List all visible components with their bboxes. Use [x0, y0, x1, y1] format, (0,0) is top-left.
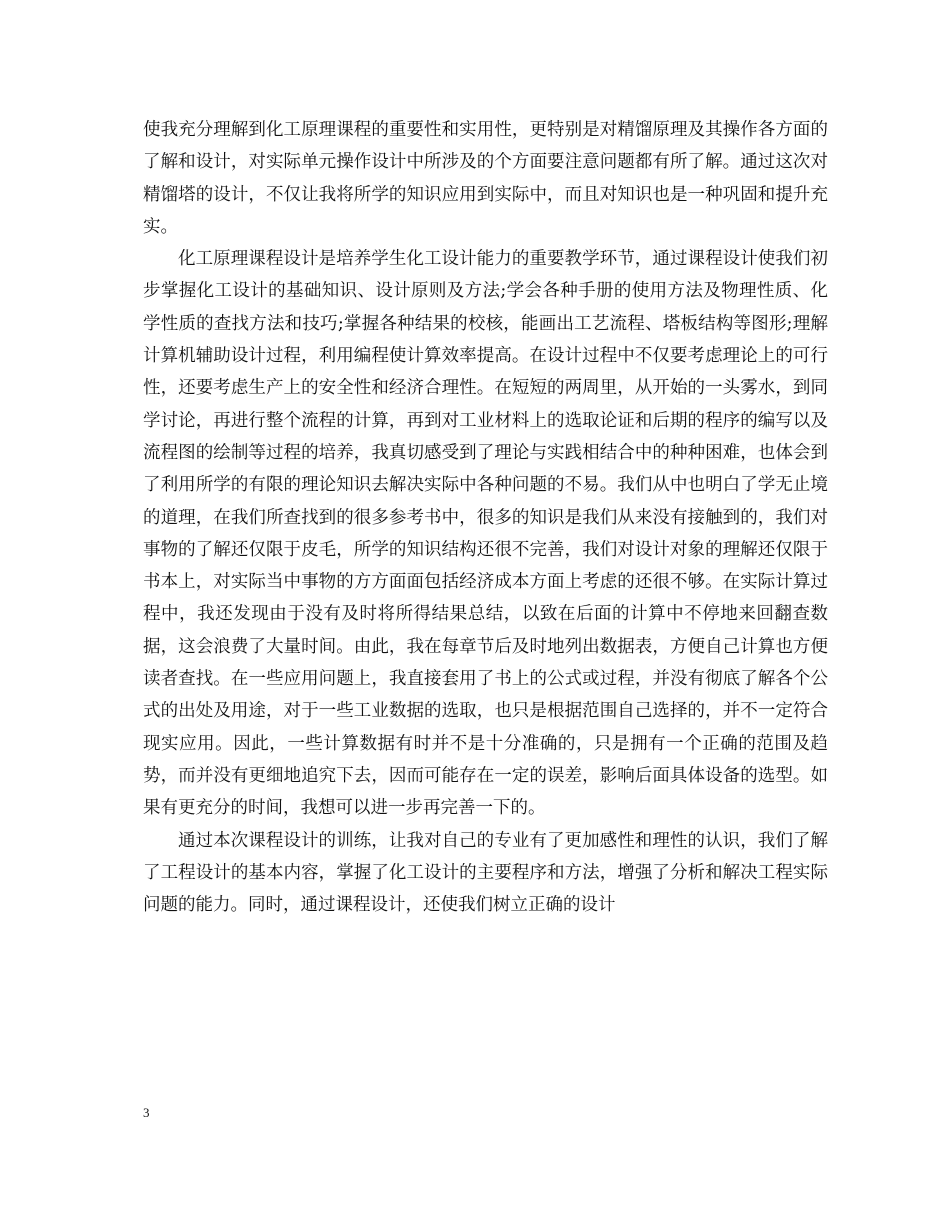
- paragraph-1: 使我充分理解到化工原理课程的重要性和实用性，更特别是对精馏原理及其操作各方面的了解和设计，对实际单元操作设计中所涉及的个方面要注意问题都有所了解。通过这次对精馏塔的设计，不仅让我将所学的知识应用到实际中，而且对知识也是一种巩固和提升充实。: [143, 120, 828, 237]
- document-body: [143, 114, 828, 921]
- paragraph-2: 化工原理课程设计是培养学生化工设计能力的重要教学环节，通过课程设计使我们初步掌握化工设计的基础知识、设计原则及方法;学会各种手册的使用方法及物理性质、化学性质的查找方法和技巧;掌握各种结果的校核，能画出工艺流程、塔板结构等图形;理解计算机辅助设计过程，利用编程使计算效率提高。在设计过程中不仅要考虑理论上的可行性，还要考虑生产上的安全性和经济合理性。在短短的两周里，从开始的一头雾水，到同学讨论，再进行整个流程的计算，再到对工业材料上的选取论证和后期的程序的编写以及流程图的绘制等过程的培养，我真切感受到了理论与实践相结合中的种种困难，也体会到了利用所学的有限的理论知识去解决实际中各种问题的不易。我们从中也明白了学无止境的道理，在我们所查找到的很多参考书中，很多的知识是我们从来没有接触到的，我们对事物的了解还仅限于皮毛，所学的知识结构还很不完善，我们对设计对象的理解还仅限于书本上，对实际当中事物的方方面面包括经济成本方面上考虑的还很不够。在实际计算过程中，我还发现由于没有及时将所得结果总结，以致在后面的计算中不停地来回翻查数据，这会浪费了大量时间。由此，我在每章节后及时地列出数据表，方便自己计算也方便读者查找。在一些应用问题上，我直接套用了书上的公式或过程，并没有彻底了解各个公式的出处及用途，对于一些工业数据的选取，也只是根据范围自己选择的，并不一定符合现实应用。因此，一些计算数据有时并不是十分准确的，只是拥有一个正确的范围及趋势，而并没有更细地追究下去，因而可能存在一定的误差，影响后面具体设备的选型。如果有更充分的时间，我想可以进一步再完善一下的。: [143, 249, 828, 819]
- page-number: 3: [143, 1105, 150, 1120]
- paragraph-3: 通过本次课程设计的训练，让我对自己的专业有了更加感性和理性的认识，我们了解了工程设计的基本内容，掌握了化工设计的主要程序和方法，增强了分析和解决工程实际问题的能力。同时，通过课程设计，还使我们树立正确的设计: [143, 830, 828, 916]
